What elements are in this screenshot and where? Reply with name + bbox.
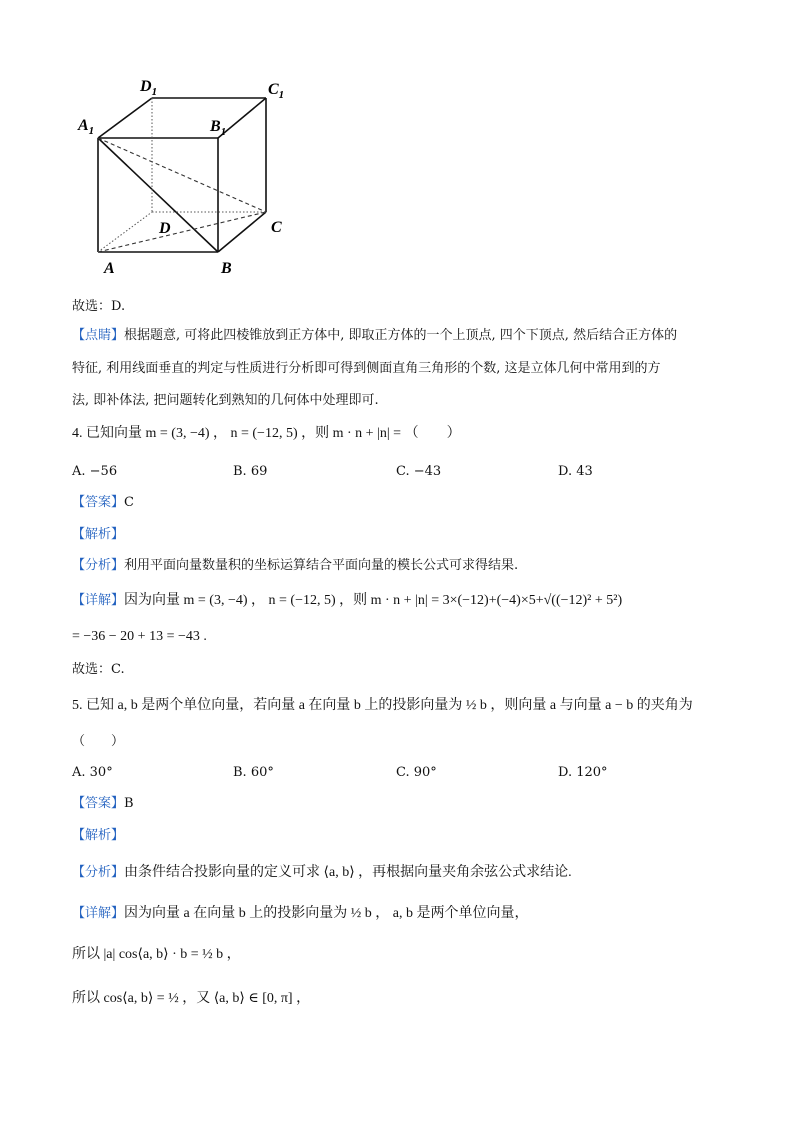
q5-option-d: D. 120°	[558, 765, 608, 780]
q3-note-line-2: 特征, 利用线面垂直的判定与性质进行分析即可得到侧面直角三角形的个数, 这是立体几何中常用到的方	[72, 361, 661, 376]
label-b: B	[221, 260, 232, 277]
label-a: A	[104, 260, 115, 277]
label-d1: $D_1$	[140, 78, 158, 98]
q4-detail-line-2: = −36 − 20 + 13 = −43 .	[72, 629, 207, 644]
q4-option-b: B. 69	[233, 464, 268, 479]
q5-stem-line-1: 5. 已知 a, b 是两个单位向量，若向量 a 在向量 b 上的投影向量为 ½ b ，则向量 a 与向量 a − b 的夹角为	[72, 698, 693, 713]
q5-answer	[72, 795, 134, 813]
q4-fenxi: 【分析】利用平面向量数量积的坐标运算结合平面向量的模长公式可求得结果.	[72, 558, 519, 573]
q4-option-d: D. 43	[558, 464, 593, 479]
q5-option-a: A. 30°	[72, 765, 113, 780]
q4-analysis-tag: 【解析】	[72, 527, 125, 542]
q4-detail-line-1: 【详解】因为向量 m = (3, −4) ， n = (−12, 5) ，则 m · n + |n| = 3×(−12)+(−4)×5+√((−12)² + 5²)	[72, 593, 623, 608]
q4-choice: 故选：C.	[72, 662, 125, 677]
label-c: C	[271, 219, 282, 236]
q3-choice: 故选：D.	[72, 299, 126, 314]
q5-detail-line-3: 所以 cos⟨a, b⟩ = ½ ，又 ⟨a, b⟩ ∈ [0, π] ，	[72, 991, 311, 1006]
q5-answer-value: B	[124, 796, 134, 811]
q5-option-c: C. 90°	[396, 765, 437, 780]
q5-option-b: B. 60°	[233, 765, 274, 780]
q5-detail-line-2: 所以 |a| cos⟨a, b⟩ · b = ½ b ，	[72, 947, 241, 962]
q4-option-a: A. −56	[72, 464, 118, 479]
hidden-edge-a-d	[98, 212, 152, 252]
q3-note-line-1: 【点睛】根据题意, 可将此四棱锥放到正方体中, 即取正方体的一个上顶点, 四个下顶点, 然后结合正方体的	[72, 328, 678, 343]
q4-answer-value: C	[124, 495, 134, 510]
q5-analysis-tag: 【解析】	[72, 828, 125, 843]
q3-note-line-3: 法, 即补体法, 把问题转化到熟知的几何体中处理即可.	[72, 393, 379, 408]
edge-a1-d1	[98, 98, 152, 138]
cube-figure	[70, 70, 310, 285]
q5-answer-tag: 【答案】	[72, 796, 125, 811]
hidden-edge-a1-c	[98, 138, 266, 212]
q5-detail-line-1: 【详解】因为向量 a 在向量 b 上的投影向量为 ½ b ， a, b 是两个单位向量，	[72, 906, 529, 921]
edge-a1-b	[98, 138, 218, 252]
label-b1: $B_1$	[210, 118, 227, 138]
note-tag: 【点睛】	[72, 328, 125, 343]
q4-stem: 4. 已知向量 m = (3, −4) ， n = (−12, 5) ，则 m · n + |n| = （ ）	[72, 426, 461, 441]
q5-stem-line-2: （ ）	[72, 734, 125, 749]
q4-option-c: C. −43	[396, 464, 442, 479]
label-a1: $A_1$	[78, 117, 95, 137]
label-c1: $C_1$	[268, 81, 285, 101]
q5-fenxi: 【分析】由条件结合投影向量的定义可求 ⟨a, b⟩ ，再根据向量夹角余弦公式求结论.	[72, 865, 572, 880]
q4-answer	[72, 494, 134, 512]
label-d: D	[159, 220, 171, 237]
q4-answer-tag: 【答案】	[72, 495, 125, 510]
